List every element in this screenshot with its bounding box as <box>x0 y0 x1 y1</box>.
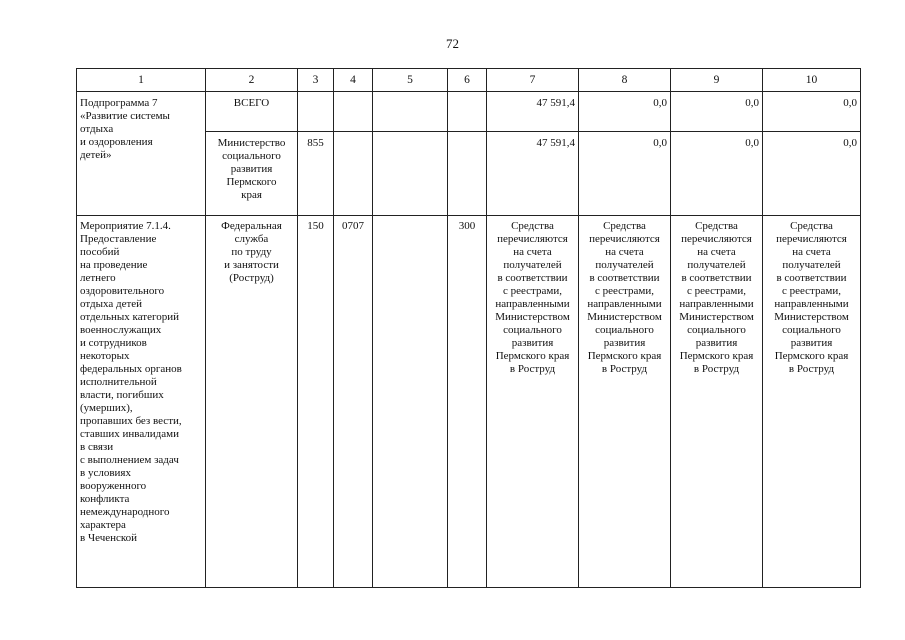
empty-cell <box>373 92 448 132</box>
total-c7: 47 591,4 <box>487 92 579 132</box>
ministry-c10: 0,0 <box>763 132 861 216</box>
total-c10: 0,0 <box>763 92 861 132</box>
measure-note-c9: Средства перечисляются на счета получателей в соответствии с реестрами, направленными Министерством социального развития Пермского края в Роструд <box>671 216 763 588</box>
total-label: ВСЕГО <box>206 92 298 132</box>
measure-executor: Федеральная служба по труду и занятости (Роструд) <box>206 216 298 588</box>
empty-cell <box>373 132 448 216</box>
ministry-name: Министерство социального развития Пермского края <box>206 132 298 216</box>
measure-c4: 0707 <box>334 216 373 588</box>
table-row <box>77 92 861 132</box>
header-cell: 9 <box>671 69 763 92</box>
measure-note-c7: Средства перечисляются на счета получателей в соответствии с реестрами, направленными Министерством социального развития Пермского края в Роструд <box>487 216 579 588</box>
header-cell: 3 <box>298 69 334 92</box>
page-number: 72 <box>446 36 459 51</box>
header-cell: 10 <box>763 69 861 92</box>
measure-c3: 150 <box>298 216 334 588</box>
header-row <box>77 69 861 92</box>
subprogram-name: Подпрограмма 7 «Развитие системы отдыха и оздоровления детей» <box>77 92 206 216</box>
total-c8: 0,0 <box>579 92 671 132</box>
header-cell: 6 <box>448 69 487 92</box>
empty-cell <box>298 92 334 132</box>
empty-cell <box>373 216 448 588</box>
budget-table <box>76 68 861 588</box>
measure-c6: 300 <box>448 216 487 588</box>
ministry-c9: 0,0 <box>671 132 763 216</box>
empty-cell <box>448 132 487 216</box>
measure-note-c10: Средства перечисляются на счета получателей в соответствии с реестрами, направленными Министерством социального развития Пермского края в Роструд <box>763 216 861 588</box>
measure-name: Мероприятие 7.1.4. Предоставление пособий на проведение летнего оздоровительного отдыха детей отдельных категорий военнослужащих и сотрудников некоторых федеральных органов исполнительной власти, погибших (умерших), пропавших без вести, ставших инвалидами в связи с выполнением задач в условиях вооруженного конфликта немеждународного характера в Чеченской <box>77 216 206 588</box>
header-cell: 2 <box>206 69 298 92</box>
header-cell: 7 <box>487 69 579 92</box>
empty-cell <box>448 92 487 132</box>
ministry-c7: 47 591,4 <box>487 132 579 216</box>
header-cell: 8 <box>579 69 671 92</box>
header-cell: 4 <box>334 69 373 92</box>
empty-cell <box>334 92 373 132</box>
empty-cell <box>334 132 373 216</box>
header-cell: 1 <box>77 69 206 92</box>
table-row <box>77 216 861 588</box>
total-c9: 0,0 <box>671 92 763 132</box>
header-cell: 5 <box>373 69 448 92</box>
ministry-code: 855 <box>298 132 334 216</box>
measure-note-c8: Средства перечисляются на счета получателей в соответствии с реестрами, направленными Министерством социального развития Пермского края в Роструд <box>579 216 671 588</box>
ministry-c8: 0,0 <box>579 132 671 216</box>
